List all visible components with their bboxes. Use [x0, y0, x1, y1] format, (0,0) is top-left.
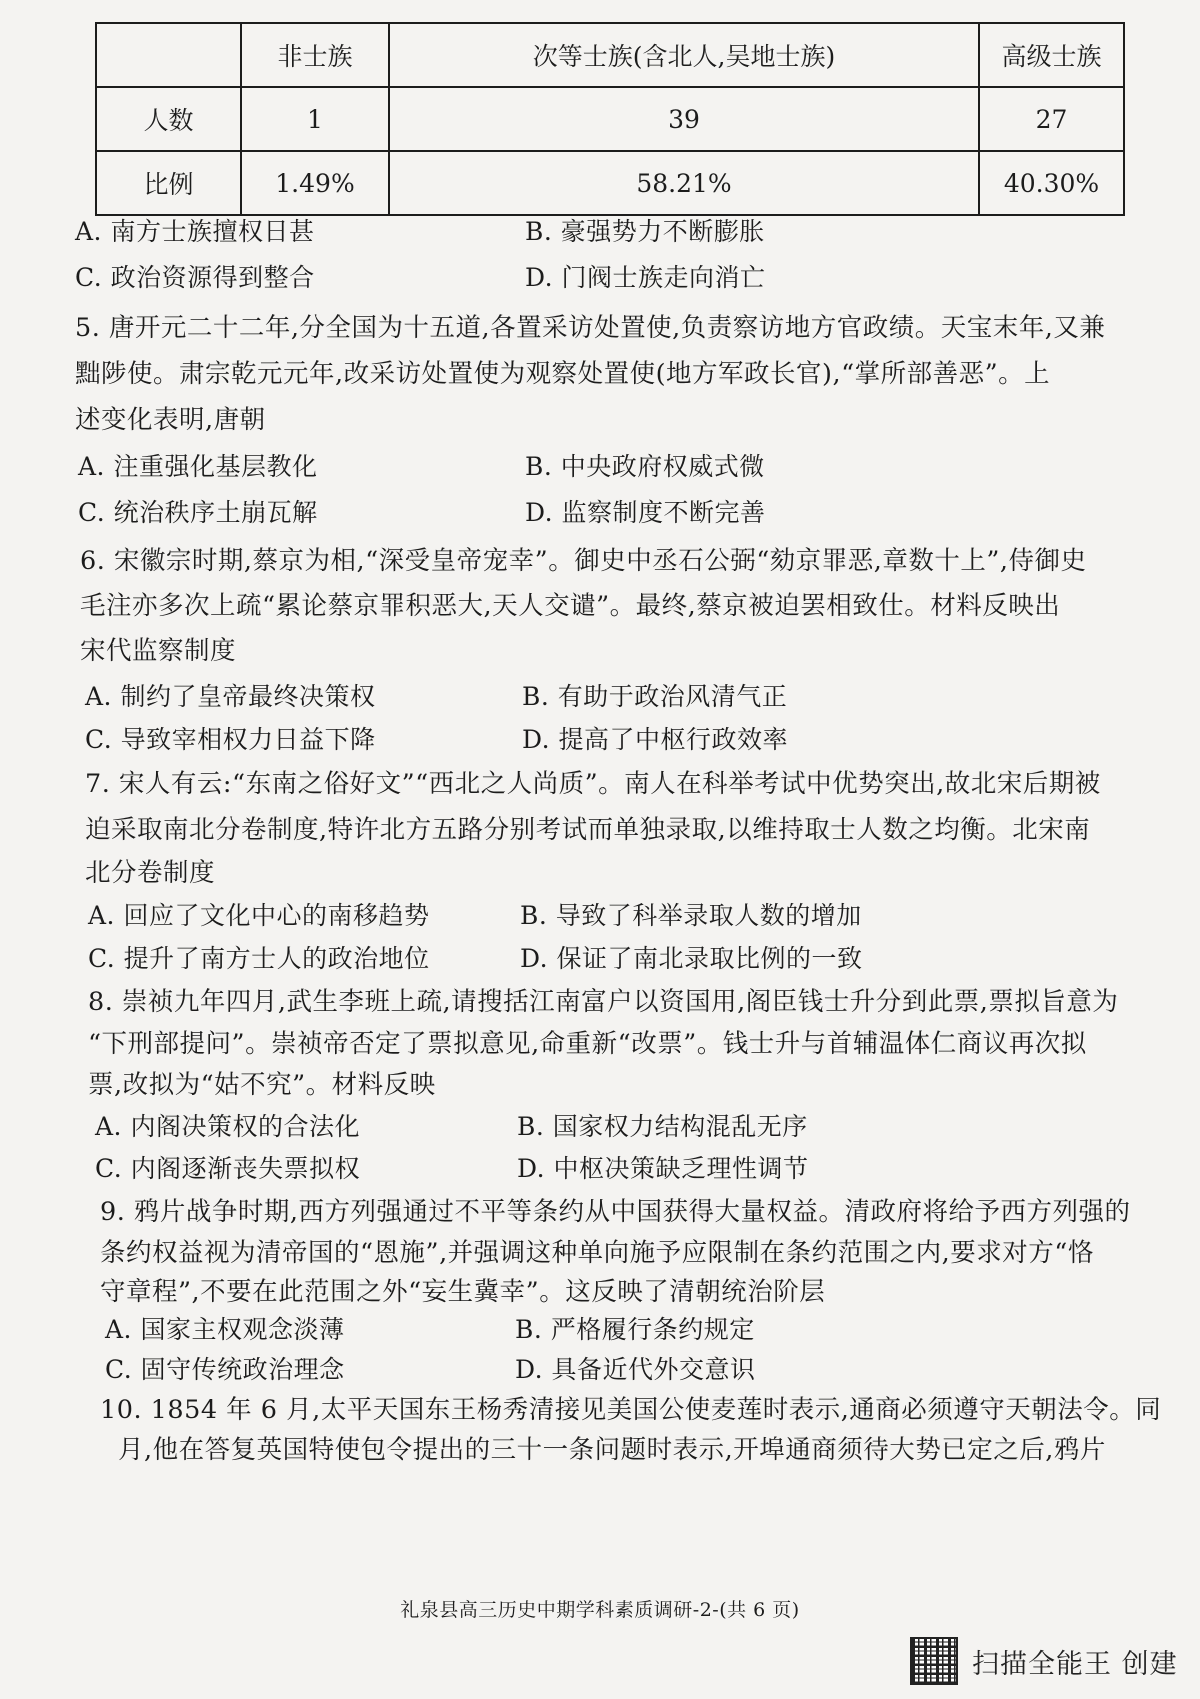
q6-option-d: D. 提高了中枢行政效率 — [522, 725, 789, 754]
q7-option-c: C. 提升了南方士人的政治地位 — [88, 944, 430, 973]
q10-stem-line: 月,他在答复英国特使包令提出的三十一条问题时表示,开埠通商须待大势已定之后,鸦片 — [118, 1435, 1106, 1465]
q5-option-d: D. 监察制度不断完善 — [525, 498, 766, 527]
q7-option-d: D. 保证了南北录取比例的一致 — [520, 944, 863, 973]
q9-option-b: B. 严格履行条约规定 — [515, 1315, 755, 1344]
table-cell: 58.21% — [389, 151, 979, 215]
q8-stem-line: 票,改拟为“姑不究”。材料反映 — [88, 1070, 436, 1100]
q4-option-c: C. 政治资源得到整合 — [75, 263, 315, 292]
q9-option-d: D. 具备近代外交意识 — [515, 1355, 756, 1384]
table-cell: 1.49% — [241, 151, 389, 215]
table-cell: 27 — [979, 87, 1124, 151]
q5-stem-line: 黜陟使。肃宗乾元元年,改采访处置使为观察处置使(地方军政长官),“掌所部善恶”。上 — [75, 359, 1051, 389]
q4-option-d: D. 门阀士族走向消亡 — [525, 263, 766, 292]
scanner-label: 扫描全能王 创建 — [972, 1648, 1178, 1680]
q6-stem-line: 毛注亦多次上疏“累论蔡京罪积恶大,天人交谴”。最终,蔡京被迫罢相致仕。材料反映出 — [80, 591, 1061, 621]
table-cell: 比例 — [96, 151, 241, 215]
q5-option-c: C. 统治秩序土崩瓦解 — [78, 498, 318, 527]
table-header-row — [96, 23, 1124, 87]
q5-option-b: B. 中央政府权威式微 — [525, 452, 765, 481]
q4-option-b: B. 豪强势力不断膨胀 — [525, 217, 765, 246]
q7-option-a: A. 回应了文化中心的南移趋势 — [88, 901, 430, 930]
q6-option-a: A. 制约了皇帝最终决策权 — [85, 682, 376, 711]
q6-stem-line: 宋代监察制度 — [80, 636, 237, 666]
table-cell: 高级士族 — [979, 23, 1124, 87]
scanner-watermark — [910, 1636, 1178, 1686]
qr-code-icon — [910, 1637, 958, 1685]
q8-stem-line: 8. 崇祯九年四月,武生李班上疏,请搜括江南富户以资国用,阁臣钱士升分到此票,票拟旨意为 — [88, 987, 1119, 1017]
q7-stem-line: 7. 宋人有云:“东南之俗好文”“西北之人尚质”。南人在科举考试中优势突出,故北宋后期被 — [85, 769, 1101, 799]
q5-option-a: A. 注重强化基层教化 — [78, 452, 318, 481]
table-cell: 39 — [389, 87, 979, 151]
q5-stem-line: 述变化表明,唐朝 — [75, 405, 266, 435]
q8-option-b: B. 国家权力结构混乱无序 — [517, 1112, 808, 1141]
q8-stem-line: “下刑部提问”。崇祯帝否定了票拟意见,命重新“改票”。钱士升与首辅温体仁商议再次拟 — [88, 1029, 1087, 1059]
q7-stem-line: 迫采取南北分卷制度,特许北方五路分别考试而单独录取,以维持取士人数之均衡。北宋南 — [85, 815, 1091, 845]
table-cell: 人数 — [96, 87, 241, 151]
q6-option-b: B. 有助于政治风清气正 — [522, 682, 788, 711]
q5-stem-line: 5. 唐开元二十二年,分全国为十五道,各置采访处置使,负责察访地方官政绩。天宝末年,又兼 — [75, 313, 1106, 343]
q8-option-c: C. 内阁逐渐丧失票拟权 — [95, 1154, 361, 1183]
q10-stem-line: 10. 1854 年 6 月,太平天国东王杨秀清接见美国公使麦莲时表示,通商必须遵守天朝法令。同 — [100, 1395, 1162, 1425]
q9-stem-line: 条约权益视为清帝国的“恩施”,并强调这种单向施予应限制在条约范围之内,要求对方“恪 — [100, 1238, 1094, 1268]
table-cell: 非士族 — [241, 23, 389, 87]
table-row — [96, 151, 1124, 215]
q4-option-a: A. 南方士族擅权日甚 — [75, 217, 315, 246]
table-cell — [96, 23, 241, 87]
q7-option-b: B. 导致了科举录取人数的增加 — [520, 901, 862, 930]
q7-stem-line: 北分卷制度 — [85, 858, 216, 888]
q8-option-a: A. 内阁决策权的合法化 — [95, 1112, 360, 1141]
q8-option-d: D. 中枢决策缺乏理性调节 — [517, 1154, 809, 1183]
table-cell: 40.30% — [979, 151, 1124, 215]
scholar-class-table — [95, 22, 1125, 216]
q9-stem-line: 守章程”,不要在此范围之外“妄生冀幸”。这反映了清朝统治阶层 — [100, 1277, 826, 1307]
page-footer: 礼泉县高三历史中期学科素质调研-2-(共 6 页) — [400, 1599, 800, 1621]
table-row — [96, 87, 1124, 151]
table-cell: 次等士族(含北人,吴地士族) — [389, 23, 979, 87]
q6-stem-line: 6. 宋徽宗时期,蔡京为相,“深受皇帝宠幸”。御史中丞石公弼“劾京罪恶,章数十上”,侍御史 — [80, 546, 1087, 576]
q6-option-c: C. 导致宰相权力日益下降 — [85, 725, 376, 754]
q9-stem-line: 9. 鸦片战争时期,西方列强通过不平等条约从中国获得大量权益。清政府将给予西方列强的 — [100, 1197, 1131, 1227]
table-cell: 1 — [241, 87, 389, 151]
q9-option-c: C. 固守传统政治理念 — [105, 1355, 345, 1384]
q9-option-a: A. 国家主权观念淡薄 — [105, 1315, 345, 1344]
